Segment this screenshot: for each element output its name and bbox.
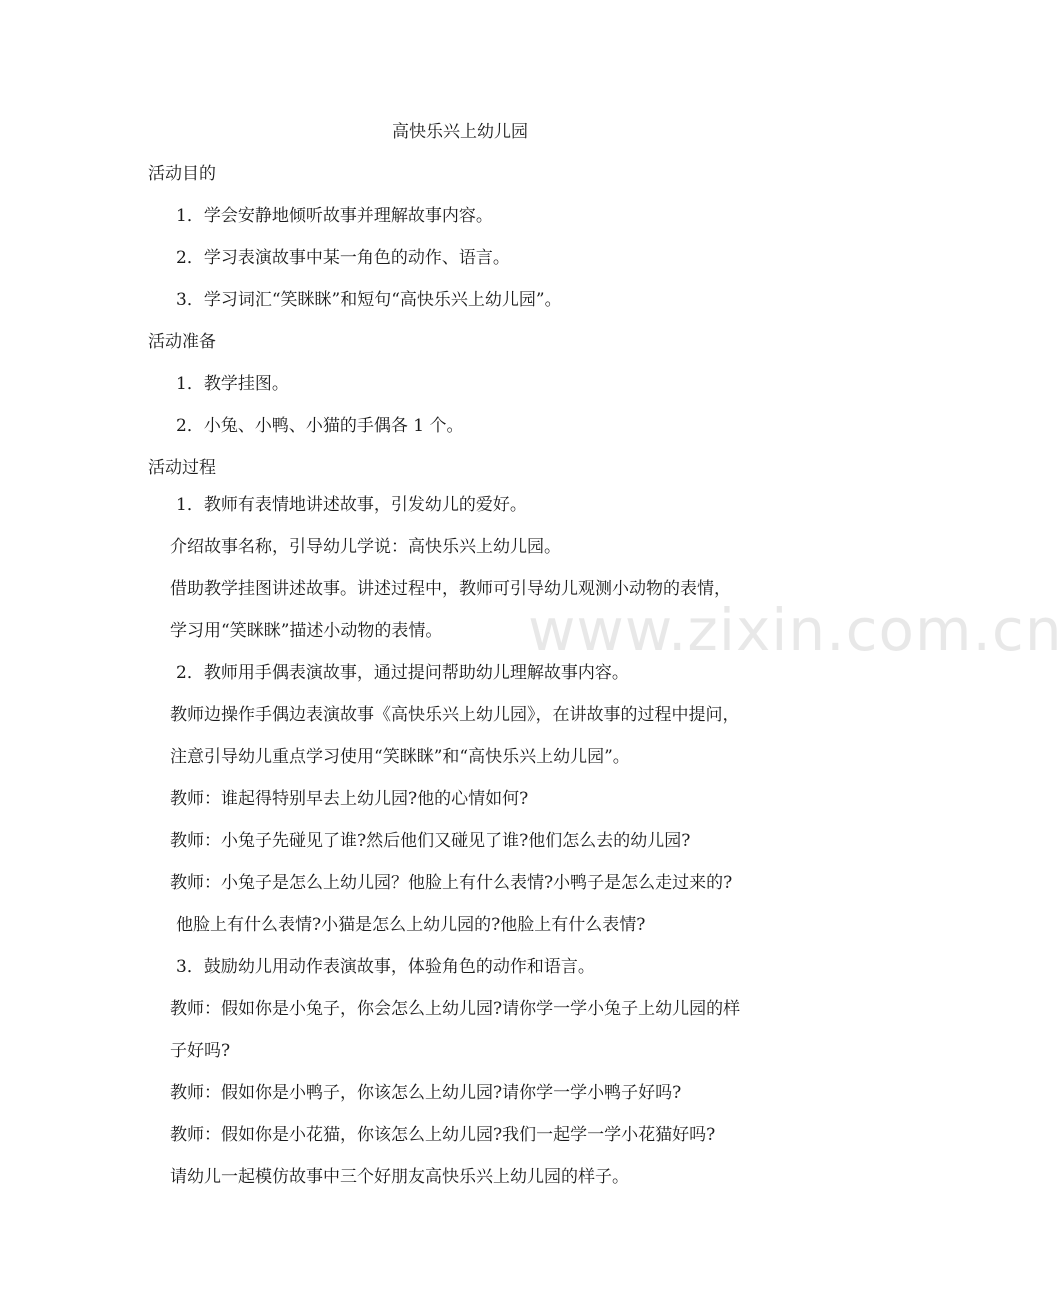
process-step: 3．鼓励幼儿用动作表演故事，体验角色的动作和语言。: [176, 957, 595, 977]
dialogue-line: 教师：小兔子是怎么上幼儿园？他脸上有什么表情?小鸭子是怎么走过来的?: [170, 873, 733, 893]
paragraph-line: 请幼儿一起模仿故事中三个好朋友高快乐兴上幼儿园的样子。: [170, 1167, 629, 1187]
paragraph-line: 注意引导幼儿重点学习使用“笑眯眯”和“高快乐兴上幼儿园”。: [170, 747, 630, 767]
dialogue-line: 教师：谁起得特别早去上幼儿园?他的心情如何?: [170, 789, 529, 809]
dialogue-line: 教师：假如你是小花猫，你该怎么上幼儿园?我们一起学一学小花猫好吗?: [170, 1125, 716, 1145]
objective-item: 2．学习表演故事中某一角色的动作、语言。: [176, 248, 510, 268]
preparation-item: 2．小兔、小鸭、小猫的手偶各 1 个。: [176, 416, 464, 436]
objective-item: 1．学会安静地倾听故事并理解故事内容。: [176, 206, 493, 226]
paragraph-line: 介绍故事名称，引导幼儿学说：高快乐兴上幼儿园。: [170, 537, 561, 557]
document-title: 高快乐兴上幼儿园: [392, 122, 528, 142]
dialogue-line: 子好吗?: [170, 1041, 231, 1061]
dialogue-line: 教师：小兔子先碰见了谁?然后他们又碰见了谁?他们怎么去的幼儿园?: [170, 831, 691, 851]
dialogue-line: 教师：假如你是小鸭子，你该怎么上幼儿园?请你学一学小鸭子好吗?: [170, 1083, 682, 1103]
paragraph-line: 教师边操作手偶边表演故事《高快乐兴上幼儿园》，在讲故事的过程中提问，: [170, 705, 740, 725]
process-step: 1．教师有表情地讲述故事，引发幼儿的爱好。: [176, 495, 527, 515]
section-heading-objectives: 活动目的: [148, 164, 216, 184]
objective-item: 3．学习词汇“笑眯眯”和短句“高快乐兴上幼儿园”。: [176, 290, 562, 310]
section-heading-preparation: 活动准备: [148, 332, 216, 352]
section-heading-process: 活动过程: [148, 458, 216, 478]
preparation-item: 1．教学挂图。: [176, 374, 289, 394]
paragraph-line: 学习用“笑眯眯”描述小动物的表情。: [170, 621, 443, 641]
dialogue-line: 他脸上有什么表情?小猫是怎么上幼儿园的?他脸上有什么表情?: [176, 915, 646, 935]
process-step: 2．教师用手偶表演故事，通过提问帮助幼儿理解故事内容。: [176, 663, 629, 683]
watermark: www.zixin.com.cn: [528, 596, 1063, 664]
dialogue-line: 教师：假如你是小兔子，你会怎么上幼儿园?请你学一学小兔子上幼儿园的样: [170, 999, 741, 1019]
paragraph-line: 借助教学挂图讲述故事。讲述过程中，教师可引导幼儿观测小动物的表情，: [170, 579, 731, 599]
